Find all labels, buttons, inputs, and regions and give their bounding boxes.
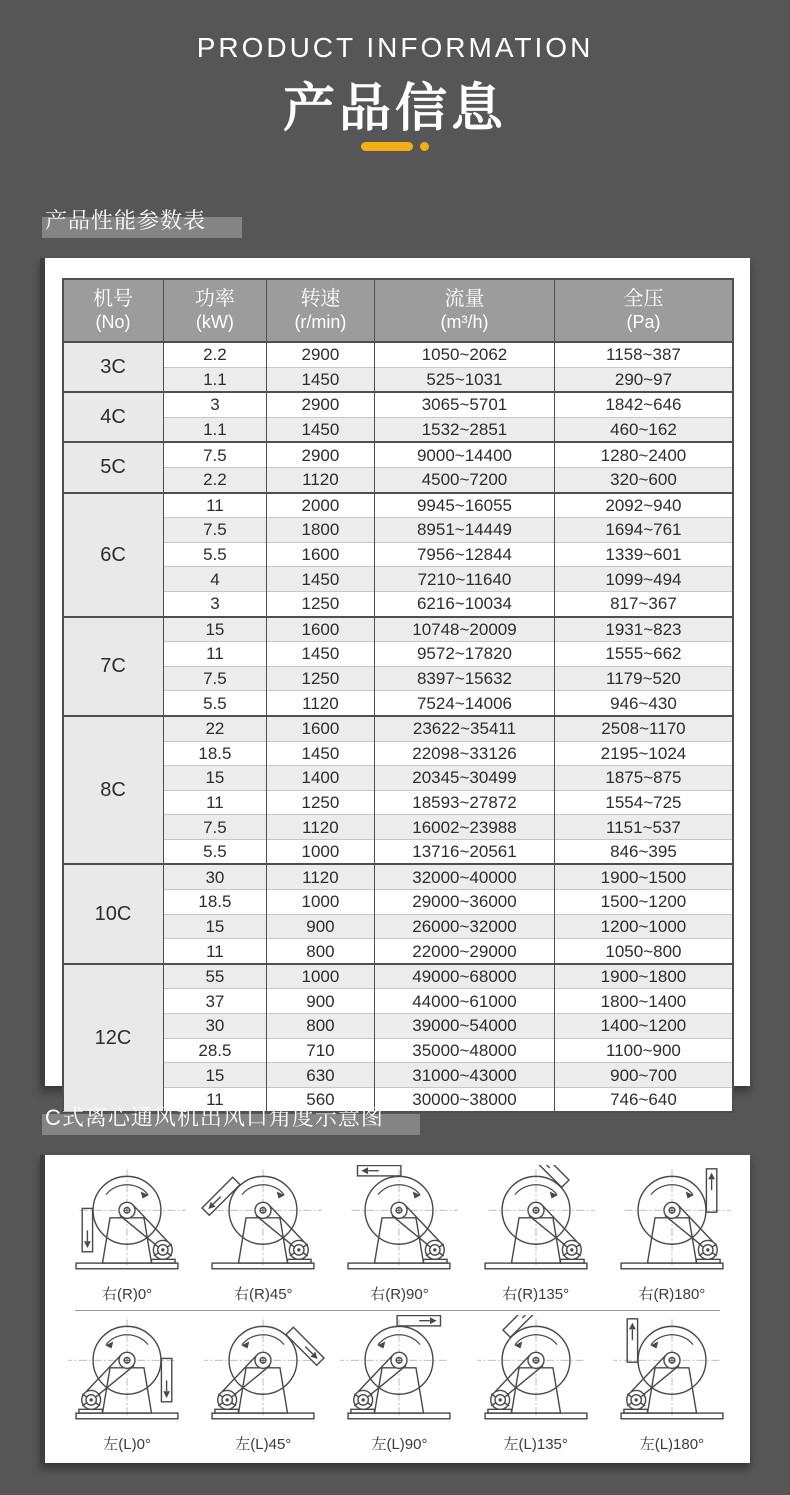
table-cell: 817~367: [555, 591, 733, 616]
table-row: [63, 442, 733, 467]
table-cell: 30: [163, 1014, 267, 1039]
fan-diagram-illustration: [470, 1315, 602, 1432]
table-cell: 900: [267, 989, 374, 1014]
table-cell: 1000: [267, 839, 374, 864]
table-cell: 525~1031: [374, 367, 555, 392]
table-row: [63, 691, 733, 716]
table-cell: 35000~48000: [374, 1038, 555, 1063]
fan-diagram-label: 右(R)90°: [370, 1286, 429, 1303]
table-cell: 8397~15632: [374, 666, 555, 691]
table-cell: 7524~14006: [374, 691, 555, 716]
column-header: 流量 (m³/h): [374, 279, 555, 342]
table-cell: 900: [267, 914, 374, 939]
table-cell: 18.5: [163, 741, 267, 766]
table-row: [63, 939, 733, 964]
table-cell: 3: [163, 591, 267, 616]
model-cell: 8C: [63, 716, 164, 865]
fan-diagram: [604, 1165, 740, 1304]
table-cell: 15: [163, 914, 267, 939]
table-row: [63, 864, 733, 889]
table-cell: 3: [163, 392, 267, 417]
diagram-row-divider: [75, 1310, 720, 1311]
table-row: [63, 790, 733, 815]
table-cell: 29000~36000: [374, 890, 555, 915]
table-cell: 15: [163, 1063, 267, 1088]
table-cell: 7.5: [163, 442, 267, 467]
table-row: [63, 716, 733, 741]
table-cell: 1179~520: [555, 666, 733, 691]
table-row: [63, 666, 733, 691]
table-cell: 5.5: [163, 542, 267, 567]
model-cell: 5C: [63, 442, 164, 492]
diagram-row-left: [59, 1315, 740, 1454]
table-cell: 13716~20561: [374, 839, 555, 864]
table-cell: 2508~1170: [555, 716, 733, 741]
table-cell: 3065~5701: [374, 392, 555, 417]
table-cell: 49000~68000: [374, 964, 555, 989]
table-cell: 1875~875: [555, 766, 733, 791]
table-body: [63, 342, 733, 1112]
table-cell: 460~162: [555, 417, 733, 442]
table-cell: 1800: [267, 518, 374, 543]
table-cell: 10748~20009: [374, 617, 555, 642]
table-cell: 2195~1024: [555, 741, 733, 766]
table-row: [63, 567, 733, 592]
section-title-performance: 产品性能参数表: [45, 204, 206, 235]
table-cell: 1694~761: [555, 518, 733, 543]
table-cell: 2.2: [163, 467, 267, 492]
table-cell: 28.5: [163, 1038, 267, 1063]
table-cell: 37: [163, 989, 267, 1014]
table-cell: 8951~14449: [374, 518, 555, 543]
model-cell: 7C: [63, 617, 164, 716]
table-row: [63, 417, 733, 442]
table-cell: 1450: [267, 567, 374, 592]
table-cell: 22000~29000: [374, 939, 555, 964]
table-row: [63, 342, 733, 367]
table-cell: 1400~1200: [555, 1014, 733, 1039]
underline-pill: [361, 142, 413, 151]
table-cell: 2.2: [163, 342, 267, 367]
table-cell: 30000~38000: [374, 1087, 555, 1112]
table-cell: 4: [163, 567, 267, 592]
table-cell: 1532~2851: [374, 417, 555, 442]
table-cell: 2900: [267, 342, 374, 367]
table-cell: 9000~14400: [374, 442, 555, 467]
table-cell: 18593~27872: [374, 790, 555, 815]
table-cell: 900~700: [555, 1063, 733, 1088]
table-cell: 1280~2400: [555, 442, 733, 467]
fan-diagram: [331, 1315, 467, 1454]
table-row: [63, 741, 733, 766]
table-cell: 31000~43000: [374, 1063, 555, 1088]
table-cell: 22098~33126: [374, 741, 555, 766]
table-cell: 11: [163, 790, 267, 815]
table-row: [63, 518, 733, 543]
table-row: [63, 839, 733, 864]
fan-diagram-illustration: [197, 1165, 329, 1282]
table-cell: 1250: [267, 790, 374, 815]
table-cell: 39000~54000: [374, 1014, 555, 1039]
table-cell: 1151~537: [555, 815, 733, 840]
fan-diagram: [59, 1315, 195, 1454]
table-row: [63, 493, 733, 518]
table-cell: 1450: [267, 417, 374, 442]
table-cell: 560: [267, 1087, 374, 1112]
fan-diagram: [331, 1165, 467, 1304]
table-cell: 800: [267, 939, 374, 964]
performance-table: [62, 278, 734, 1113]
model-cell: 3C: [63, 342, 164, 392]
table-cell: 4500~7200: [374, 467, 555, 492]
fan-diagram-illustration: [61, 1315, 193, 1432]
fan-diagram-illustration: [606, 1315, 738, 1432]
table-cell: 1000: [267, 890, 374, 915]
table-cell: 32000~40000: [374, 864, 555, 889]
table-cell: 1900~1500: [555, 864, 733, 889]
fan-diagram-illustration: [333, 1315, 465, 1432]
fan-diagram: [468, 1165, 604, 1304]
table-cell: 1.1: [163, 417, 267, 442]
table-cell: 7.5: [163, 518, 267, 543]
table-cell: 1050~800: [555, 939, 733, 964]
table-row: [63, 642, 733, 667]
table-cell: 5.5: [163, 691, 267, 716]
table-cell: 1000: [267, 964, 374, 989]
fan-diagram: [604, 1315, 740, 1454]
table-cell: 1250: [267, 591, 374, 616]
table-cell: 7.5: [163, 815, 267, 840]
table-cell: 6216~10034: [374, 591, 555, 616]
table-cell: 11: [163, 642, 267, 667]
table-cell: 1120: [267, 864, 374, 889]
table-cell: 1450: [267, 642, 374, 667]
table-cell: 18.5: [163, 890, 267, 915]
column-header: 全压 (Pa): [555, 279, 733, 342]
fan-diagram-illustration: [470, 1165, 602, 1282]
model-cell: 12C: [63, 964, 164, 1113]
fan-diagram-label: 右(R)45°: [234, 1286, 293, 1303]
table-row: [63, 964, 733, 989]
page-title: 产品信息: [282, 80, 507, 138]
table-cell: 1120: [267, 467, 374, 492]
table-row: [63, 1014, 733, 1039]
fan-diagram-label: 左(L)135°: [503, 1436, 568, 1453]
table-cell: 1099~494: [555, 567, 733, 592]
table-cell: 7210~11640: [374, 567, 555, 592]
table-cell: 26000~32000: [374, 914, 555, 939]
table-row: [63, 617, 733, 642]
table-cell: 22: [163, 716, 267, 741]
table-row: [63, 591, 733, 616]
diagram-row-right: [59, 1165, 740, 1304]
table-row: [63, 815, 733, 840]
fan-diagram: [195, 1315, 331, 1454]
table-cell: 1339~601: [555, 542, 733, 567]
table-cell: 1450: [267, 741, 374, 766]
table-cell: 1120: [267, 815, 374, 840]
table-cell: 44000~61000: [374, 989, 555, 1014]
fan-diagram-label: 左(L)180°: [639, 1436, 705, 1453]
table-row: [63, 1063, 733, 1088]
title-underline: [0, 142, 790, 151]
table-cell: 1800~1400: [555, 989, 733, 1014]
table-cell: 946~430: [555, 691, 733, 716]
table-cell: 1931~823: [555, 617, 733, 642]
table-cell: 30: [163, 864, 267, 889]
fan-diagram-label: 右(R)180°: [638, 1286, 706, 1303]
table-row: [63, 467, 733, 492]
table-cell: 746~640: [555, 1087, 733, 1112]
table-row: [63, 890, 733, 915]
table-cell: 1158~387: [555, 342, 733, 367]
fan-diagram: [59, 1165, 195, 1304]
performance-table-panel: [40, 258, 750, 1110]
table-cell: 2000: [267, 493, 374, 518]
table-cell: 1600: [267, 716, 374, 741]
table-cell: 290~97: [555, 367, 733, 392]
section-title-angles: C式离心通风机出风口角度示意图: [45, 1101, 384, 1132]
table-cell: 1400: [267, 766, 374, 791]
table-cell: 1450: [267, 367, 374, 392]
table-cell: 710: [267, 1038, 374, 1063]
table-cell: 1554~725: [555, 790, 733, 815]
fan-diagram-label: 右(R)0°: [102, 1286, 153, 1303]
table-cell: 1600: [267, 542, 374, 567]
table-cell: 1.1: [163, 367, 267, 392]
angle-diagrams-panel: [40, 1155, 750, 1463]
table-cell: 2900: [267, 392, 374, 417]
table-cell: 20345~30499: [374, 766, 555, 791]
table-row: [63, 392, 733, 417]
table-cell: 15: [163, 617, 267, 642]
table-cell: 1842~646: [555, 392, 733, 417]
table-cell: 16002~23988: [374, 815, 555, 840]
diagram-grid: [45, 1155, 750, 1463]
table-row: [63, 1038, 733, 1063]
table-row: [63, 914, 733, 939]
table-cell: 1600: [267, 617, 374, 642]
table-cell: 846~395: [555, 839, 733, 864]
fan-diagram: [468, 1315, 604, 1454]
table-cell: 1900~1800: [555, 964, 733, 989]
fan-diagram-label: 左(L)0°: [103, 1436, 151, 1453]
table-row: [63, 542, 733, 567]
table-header-row: [63, 279, 733, 342]
underline-dot: [420, 142, 429, 151]
table-cell: 15: [163, 766, 267, 791]
model-cell: 4C: [63, 392, 164, 442]
table-cell: 1500~1200: [555, 890, 733, 915]
table-cell: 1120: [267, 691, 374, 716]
column-header: 功率 (kW): [163, 279, 267, 342]
page-subtitle-en: PRODUCT INFORMATION: [196, 32, 594, 63]
column-header: 机号 (No): [63, 279, 164, 342]
table-cell: 1100~900: [555, 1038, 733, 1063]
fan-diagram-illustration: [61, 1165, 193, 1282]
column-header: 转速 (r/min): [267, 279, 374, 342]
table-cell: 11: [163, 939, 267, 964]
table-cell: 23622~35411: [374, 716, 555, 741]
table-cell: 11: [163, 493, 267, 518]
fan-diagram-label: 右(R)135°: [502, 1286, 570, 1303]
table-row: [63, 989, 733, 1014]
table-cell: 1050~2062: [374, 342, 555, 367]
fan-diagram-label: 左(L)90°: [371, 1436, 428, 1453]
table-cell: 1555~662: [555, 642, 733, 667]
fan-diagram-illustration: [606, 1165, 738, 1282]
table-row: [63, 367, 733, 392]
fan-diagram-illustration: [197, 1315, 329, 1432]
table-cell: 2092~940: [555, 493, 733, 518]
table-cell: 7956~12844: [374, 542, 555, 567]
table-cell: 7.5: [163, 666, 267, 691]
fan-diagram-label: 左(L)45°: [235, 1436, 292, 1453]
table-cell: 55: [163, 964, 267, 989]
model-cell: 6C: [63, 493, 164, 617]
fan-diagram-illustration: [333, 1165, 465, 1282]
table-cell: 2900: [267, 442, 374, 467]
fan-diagram: [195, 1165, 331, 1304]
table-cell: 11: [163, 1087, 267, 1112]
table-cell: 630: [267, 1063, 374, 1088]
table-cell: 1200~1000: [555, 914, 733, 939]
model-cell: 10C: [63, 864, 164, 963]
table-cell: 9572~17820: [374, 642, 555, 667]
table-cell: 1250: [267, 666, 374, 691]
table-cell: 5.5: [163, 839, 267, 864]
table-cell: 800: [267, 1014, 374, 1039]
table-row: [63, 766, 733, 791]
table-cell: 320~600: [555, 467, 733, 492]
table-cell: 9945~16055: [374, 493, 555, 518]
